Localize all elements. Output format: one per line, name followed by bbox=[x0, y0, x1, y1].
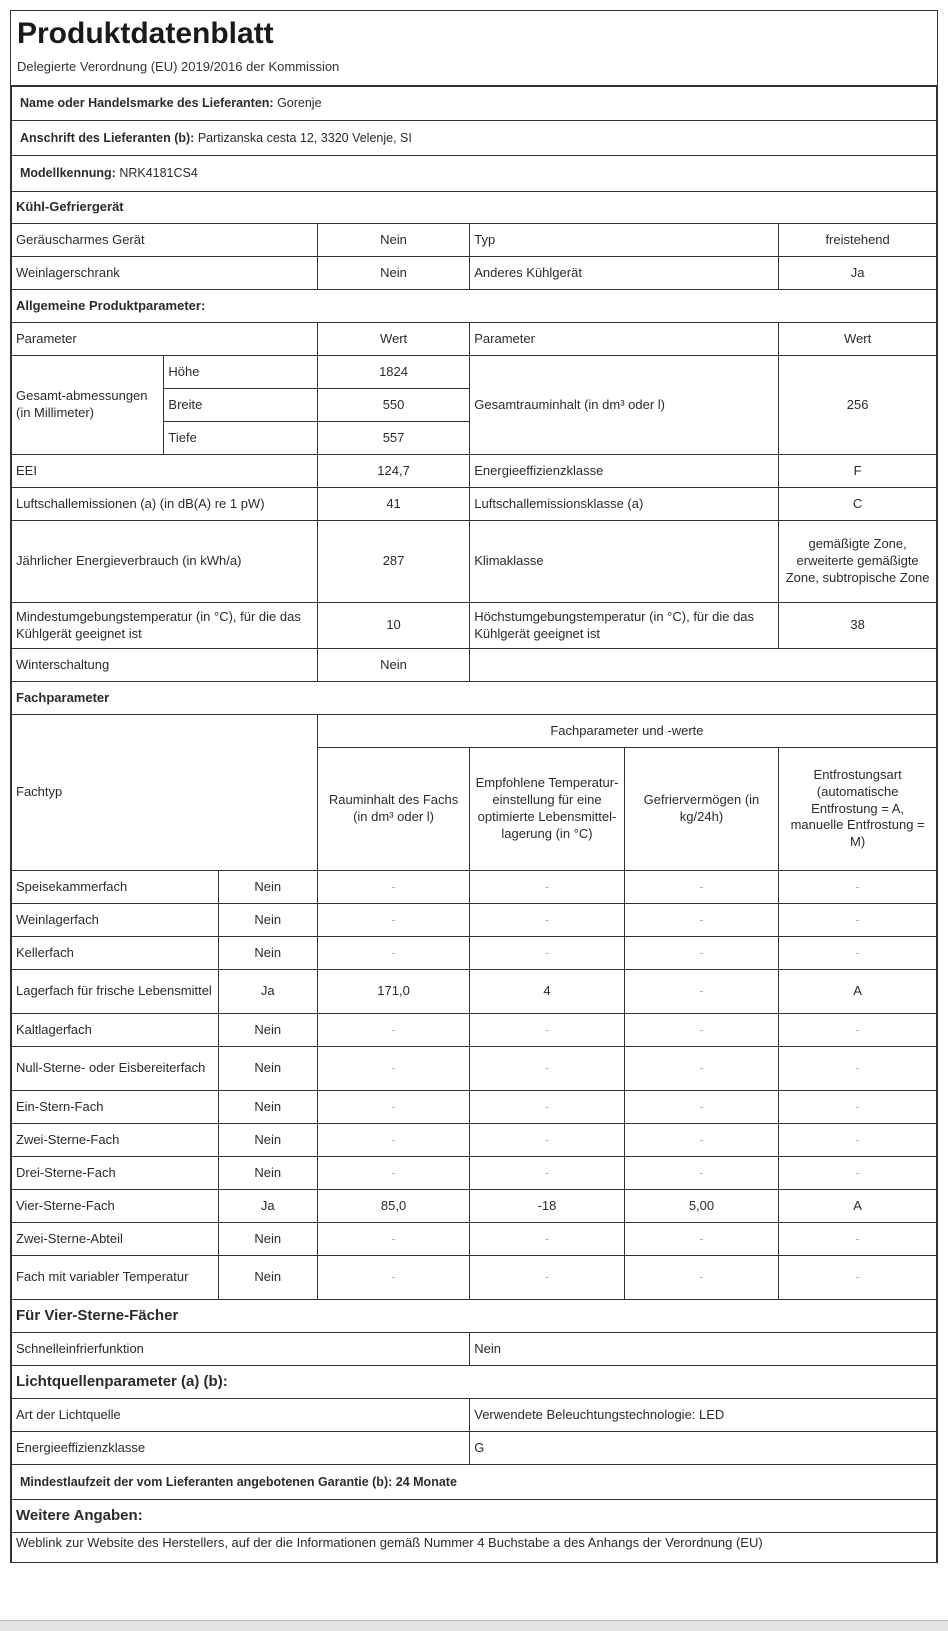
category-title: Kühl-Gefriergerät bbox=[12, 192, 937, 224]
compartment-volume: - bbox=[317, 937, 469, 970]
further-title: Weitere Angaben: bbox=[12, 1500, 937, 1533]
page-subtitle: Delegierte Verordnung (EU) 2019/2016 der Kommission bbox=[11, 59, 937, 86]
page-title: Produktdatenblatt bbox=[17, 17, 274, 50]
noise-value: 41 bbox=[317, 488, 469, 521]
compartment-temp: 4 bbox=[470, 970, 624, 1014]
compartment-row bbox=[12, 1256, 937, 1300]
compartment-row bbox=[12, 1223, 937, 1256]
category-row bbox=[12, 224, 937, 257]
compartment-freeze: - bbox=[624, 1256, 778, 1300]
page-bottom-edge bbox=[0, 1620, 948, 1631]
category-value: Nein bbox=[317, 257, 469, 290]
general-header-row bbox=[12, 323, 937, 356]
compartment-present: Nein bbox=[218, 937, 317, 970]
category-value: Ja bbox=[779, 257, 937, 290]
category-value: Nein bbox=[317, 224, 469, 257]
compartment-present: Nein bbox=[218, 1124, 317, 1157]
supplier-name-value: Gorenje bbox=[277, 96, 322, 111]
light-type-label: Art der Lichtquelle bbox=[12, 1399, 470, 1432]
eei-value: 124,7 bbox=[317, 455, 469, 488]
compartments-title: Fachparameter bbox=[12, 682, 937, 715]
compartment-defrost: - bbox=[779, 1047, 937, 1091]
general-title: Allgemeine Produktparameter: bbox=[12, 290, 937, 323]
annual-energy-label: Jährlicher Energieverbrauch (in kWh/a) bbox=[12, 521, 318, 603]
param-header: Parameter bbox=[470, 323, 779, 356]
compartment-row bbox=[12, 970, 937, 1014]
compartment-defrost: - bbox=[779, 871, 937, 904]
value-header: Wert bbox=[317, 323, 469, 356]
four-star-title: Für Vier-Sterne-Fächer bbox=[12, 1300, 937, 1333]
model-value: NRK4181CS4 bbox=[119, 166, 198, 181]
compartment-defrost: - bbox=[779, 1014, 937, 1047]
compartment-temp: -18 bbox=[470, 1190, 624, 1223]
annual-energy-value: 287 bbox=[317, 521, 469, 603]
width-value: 550 bbox=[317, 389, 469, 422]
compartment-defrost: - bbox=[779, 1124, 937, 1157]
compartment-temp: - bbox=[470, 871, 624, 904]
noise-class-label: Luftschallemissionsklasse (a) bbox=[470, 488, 779, 521]
max-temp-label: Höchstumgebungstemperatur (in °C), für die das Kühlgerät geeignet ist bbox=[470, 603, 779, 649]
compartment-volume: - bbox=[317, 1124, 469, 1157]
supplier-name-row bbox=[12, 87, 937, 121]
compartment-volume: 85,0 bbox=[317, 1190, 469, 1223]
compartment-row bbox=[12, 937, 937, 970]
climate-class-value: gemäßigte Zone, erweiterte gemäßigte Zone, subtropische Zone bbox=[779, 521, 937, 603]
winter-value: Nein bbox=[317, 649, 469, 682]
param-header: Parameter bbox=[12, 323, 318, 356]
category-label: Geräuscharmes Gerät bbox=[12, 224, 318, 257]
compartment-present: Nein bbox=[218, 1223, 317, 1256]
dimensions-label: Gesamt-abmessungen (in Millimeter) bbox=[12, 356, 164, 455]
light-class-label: Energieeffizienzklasse bbox=[12, 1432, 470, 1465]
compartment-freeze: - bbox=[624, 871, 778, 904]
height-label: Höhe bbox=[164, 356, 317, 389]
compartment-freeze: - bbox=[624, 1124, 778, 1157]
compartment-name: Fach mit variabler Temperatur bbox=[12, 1256, 219, 1300]
compartment-name: Weinlagerfach bbox=[12, 904, 219, 937]
min-temp-label: Mindestumgebungstemperatur (in °C), für die das Kühlgerät geeignet ist bbox=[12, 603, 318, 649]
compartment-name: Zwei-Sterne-Abteil bbox=[12, 1223, 219, 1256]
product-data-sheet bbox=[10, 10, 938, 1563]
compartment-volume: - bbox=[317, 1223, 469, 1256]
warranty-label: Mindestlaufzeit der vom Lieferanten angebotenen Garantie (b): bbox=[20, 1474, 393, 1489]
width-label: Breite bbox=[164, 389, 317, 422]
compartment-volume: - bbox=[317, 1047, 469, 1091]
compartment-name: Ein-Stern-Fach bbox=[12, 1091, 219, 1124]
eei-label: EEI bbox=[12, 455, 318, 488]
compartment-freeze: 5,00 bbox=[624, 1190, 778, 1223]
compartment-freeze: - bbox=[624, 1047, 778, 1091]
compartment-present: Nein bbox=[218, 904, 317, 937]
compartment-defrost: - bbox=[779, 1157, 937, 1190]
compartment-row bbox=[12, 1091, 937, 1124]
compartment-defrost: A bbox=[779, 970, 937, 1014]
compartment-temp: - bbox=[470, 1047, 624, 1091]
col-defrost-header: Entfrostungsart (automatische Entfrostung = A, manuelle Entfrostung = M) bbox=[779, 748, 937, 871]
col-temp-header: Empfohlene Temperatur-einstellung für eine optimierte Lebensmittel-lagerung (in °C) bbox=[470, 748, 624, 871]
compartment-freeze: - bbox=[624, 904, 778, 937]
compartment-type-header: Fachtyp bbox=[12, 715, 318, 871]
weblink-text: Weblink zur Website des Herstellers, auf der die Informationen gemäß Nummer 4 Buchstabe a des Anhangs der Verordnung (EU) bbox=[12, 1533, 937, 1563]
compartment-name: Zwei-Sterne-Fach bbox=[12, 1124, 219, 1157]
max-temp-value: 38 bbox=[779, 603, 937, 649]
compartment-freeze: - bbox=[624, 937, 778, 970]
volume-value: 256 bbox=[779, 356, 937, 455]
supplier-name-label: Name oder Handelsmarke des Lieferanten: bbox=[20, 96, 274, 111]
compartment-row bbox=[12, 871, 937, 904]
fast-freeze-label: Schnelleinfrierfunktion bbox=[12, 1333, 470, 1366]
compartment-group-header: Fachparameter und -werte bbox=[317, 715, 936, 748]
compartment-volume: 171,0 bbox=[317, 970, 469, 1014]
model-row bbox=[12, 156, 937, 192]
category-row bbox=[12, 257, 937, 290]
category-label: Anderes Kühlgerät bbox=[470, 257, 779, 290]
compartment-volume: - bbox=[317, 904, 469, 937]
compartment-freeze: - bbox=[624, 970, 778, 1014]
compartment-volume: - bbox=[317, 1091, 469, 1124]
compartment-temp: - bbox=[470, 1223, 624, 1256]
data-sheet-table bbox=[11, 86, 937, 1563]
compartment-freeze: - bbox=[624, 1157, 778, 1190]
empty-cell bbox=[470, 649, 937, 682]
compartment-row bbox=[12, 1124, 937, 1157]
energy-class-value: F bbox=[779, 455, 937, 488]
compartment-temp: - bbox=[470, 904, 624, 937]
compartment-present: Ja bbox=[218, 1190, 317, 1223]
col-freeze-header: Gefriervermögen (in kg/24h) bbox=[624, 748, 778, 871]
compartment-present: Nein bbox=[218, 1014, 317, 1047]
compartment-freeze: - bbox=[624, 1014, 778, 1047]
noise-class-value: C bbox=[779, 488, 937, 521]
compartment-present: Nein bbox=[218, 1157, 317, 1190]
noise-label: Luftschallemissionen (a) (in dB(A) re 1 pW) bbox=[12, 488, 318, 521]
compartment-name: Kellerfach bbox=[12, 937, 219, 970]
compartment-present: Ja bbox=[218, 970, 317, 1014]
compartment-temp: - bbox=[470, 1157, 624, 1190]
compartment-row bbox=[12, 1157, 937, 1190]
compartment-row bbox=[12, 1047, 937, 1091]
compartment-defrost: - bbox=[779, 1223, 937, 1256]
compartment-name: Speisekammerfach bbox=[12, 871, 219, 904]
compartment-volume: - bbox=[317, 871, 469, 904]
volume-label: Gesamtrauminhalt (in dm³ oder l) bbox=[470, 356, 779, 455]
supplier-address-value: Partizanska cesta 12, 3320 Velenje, SI bbox=[197, 130, 412, 145]
climate-class-label: Klimaklasse bbox=[470, 521, 779, 603]
light-type-value: Verwendete Beleuchtungstechnologie: LED bbox=[470, 1399, 937, 1432]
compartment-name: Vier-Sterne-Fach bbox=[12, 1190, 219, 1223]
col-volume-header: Rauminhalt des Fachs (in dm³ oder l) bbox=[317, 748, 469, 871]
supplier-address-row bbox=[12, 121, 937, 156]
compartment-temp: - bbox=[470, 937, 624, 970]
compartment-temp: - bbox=[470, 1256, 624, 1300]
depth-label: Tiefe bbox=[164, 422, 317, 455]
compartment-row bbox=[12, 1014, 937, 1047]
compartment-row bbox=[12, 1190, 937, 1223]
winter-label: Winterschaltung bbox=[12, 649, 318, 682]
compartment-present: Nein bbox=[218, 1091, 317, 1124]
light-class-value: G bbox=[470, 1432, 937, 1465]
depth-value: 557 bbox=[317, 422, 469, 455]
compartment-present: Nein bbox=[218, 1256, 317, 1300]
compartment-volume: - bbox=[317, 1157, 469, 1190]
compartment-name: Null-Sterne- oder Eisbereiterfach bbox=[12, 1047, 219, 1091]
compartment-name: Drei-Sterne-Fach bbox=[12, 1157, 219, 1190]
model-label: Modellkennung: bbox=[20, 166, 116, 181]
category-value: freistehend bbox=[779, 224, 937, 257]
compartment-present: Nein bbox=[218, 1047, 317, 1091]
light-title: Lichtquellenparameter (a) (b): bbox=[12, 1366, 937, 1399]
compartment-freeze: - bbox=[624, 1091, 778, 1124]
fast-freeze-value: Nein bbox=[470, 1333, 937, 1366]
supplier-address-label: Anschrift des Lieferanten (b): bbox=[20, 130, 195, 145]
min-temp-value: 10 bbox=[317, 603, 469, 649]
compartment-volume: - bbox=[317, 1256, 469, 1300]
height-value: 1824 bbox=[317, 356, 469, 389]
compartment-defrost: - bbox=[779, 904, 937, 937]
compartment-temp: - bbox=[470, 1124, 624, 1157]
compartment-defrost: - bbox=[779, 1256, 937, 1300]
compartment-defrost: - bbox=[779, 1091, 937, 1124]
compartment-name: Lagerfach für frische Lebensmittel bbox=[12, 970, 219, 1014]
warranty-value: 24 Monate bbox=[395, 1474, 457, 1489]
compartment-defrost: A bbox=[779, 1190, 937, 1223]
value-header: Wert bbox=[779, 323, 937, 356]
compartment-volume: - bbox=[317, 1014, 469, 1047]
energy-class-label: Energieeffizienzklasse bbox=[470, 455, 779, 488]
category-label: Typ bbox=[470, 224, 779, 257]
compartment-row bbox=[12, 904, 937, 937]
compartment-temp: - bbox=[470, 1091, 624, 1124]
compartment-name: Kaltlagerfach bbox=[12, 1014, 219, 1047]
category-label: Weinlagerschrank bbox=[12, 257, 318, 290]
compartment-freeze: - bbox=[624, 1223, 778, 1256]
compartment-temp: - bbox=[470, 1014, 624, 1047]
compartment-defrost: - bbox=[779, 937, 937, 970]
compartment-present: Nein bbox=[218, 871, 317, 904]
